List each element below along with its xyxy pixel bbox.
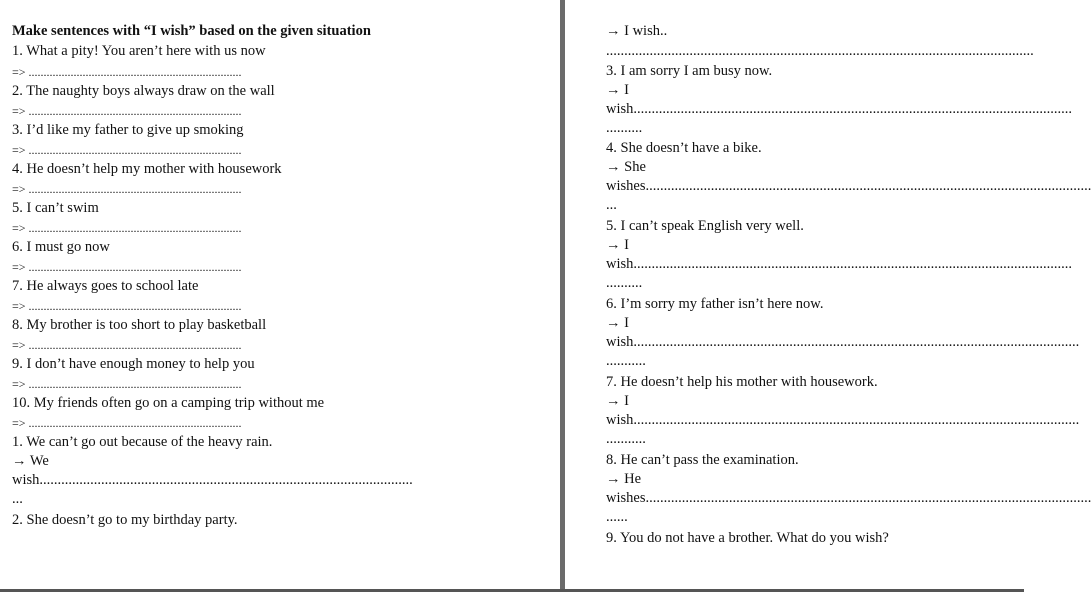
answer-line[interactable]: => ....................................................................... [12,260,242,274]
answer-line[interactable]: => ....................................................................... [12,143,242,157]
answer-line[interactable]: ...................................................................................................................... [606,43,1034,59]
answer-continuation[interactable]: ... [12,491,23,507]
answer-continuation[interactable]: ...... [606,509,628,525]
exercise-item: 1. We can’t go out because of the heavy rain. [12,434,273,450]
page-divider [560,0,565,592]
exercise-item: 4. She doesn’t have a bike. [606,140,762,156]
answer-line[interactable]: => ....................................................................... [12,377,242,391]
answer-line[interactable]: => ....................................................................... [12,65,242,79]
exercise-item: 6. I’m sorry my father isn’t here now. [606,296,824,312]
exercise-item: 2. She doesn’t go to my birthday party. [12,512,238,528]
answer-line[interactable]: => ....................................................................... [12,221,242,235]
arrow-prompt: → I [606,82,629,98]
wish-answer-line[interactable]: wishes........................................................................................................................... [606,490,1091,506]
exercise-item: 2. The naughty boys always draw on the wall [12,83,275,99]
worksheet-title: Make sentences with “I wish” based on the given situation [12,23,371,39]
answer-line[interactable]: => ....................................................................... [12,182,242,196]
arrow-prompt: → He [606,471,642,487]
answer-line[interactable]: => ....................................................................... [12,299,242,313]
answer-line[interactable]: => ....................................................................... [12,416,242,430]
arrow-prompt: → We [12,453,49,469]
arrow-prompt: → I [606,315,629,331]
answer-continuation[interactable]: ........... [606,431,646,447]
wish-answer-line[interactable]: wish........................................................................................................................... [606,334,1080,350]
exercise-item: 1. What a pity! You aren’t here with us now [12,43,266,59]
right-column [568,0,1091,592]
exercise-item: 7. He doesn’t help his mother with housework. [606,374,878,390]
wish-answer-line[interactable]: wish......................................................................................................................... [606,256,1073,272]
exercise-item: 8. My brother is too short to play basketball [12,317,267,333]
wish-answer-line[interactable]: wish........................................................................................................................... [606,412,1080,428]
exercise-item: 8. He can’t pass the examination. [606,452,799,468]
wish-answer-line[interactable]: wishes........................................................................................................................... [606,178,1091,194]
wish-answer-line[interactable]: wish....................................................................................................... [12,472,413,488]
exercise-item: 9. I don’t have enough money to help you [12,356,255,372]
exercise-item: 6. I must go now [12,239,110,255]
arrow-prompt: → I wish.. [606,23,668,39]
exercise-item: 5. I can’t swim [12,200,99,216]
exercise-item: 10. My friends often go on a camping trip without me [12,395,325,411]
arrow-prompt: → I [606,237,629,253]
answer-line[interactable]: => ....................................................................... [12,338,242,352]
exercise-item: 4. He doesn’t help my mother with housework [12,161,282,177]
wish-answer-line[interactable]: wish......................................................................................................................... [606,101,1073,117]
exercise-item: 9. You do not have a brother. What do you wish? [606,530,889,546]
answer-continuation[interactable]: .......... [606,275,643,291]
answer-continuation[interactable]: .......... [606,120,643,136]
answer-line[interactable]: => ....................................................................... [12,104,242,118]
arrow-prompt: → I [606,393,629,409]
exercise-item: 3. I’d like my father to give up smoking [12,122,244,138]
exercise-item: 5. I can’t speak English very well. [606,218,804,234]
exercise-item: 3. I am sorry I am busy now. [606,63,773,79]
answer-continuation[interactable]: ... [606,197,617,213]
answer-continuation[interactable]: ........... [606,353,646,369]
arrow-prompt: → She [606,159,646,175]
exercise-item: 7. He always goes to school late [12,278,199,294]
